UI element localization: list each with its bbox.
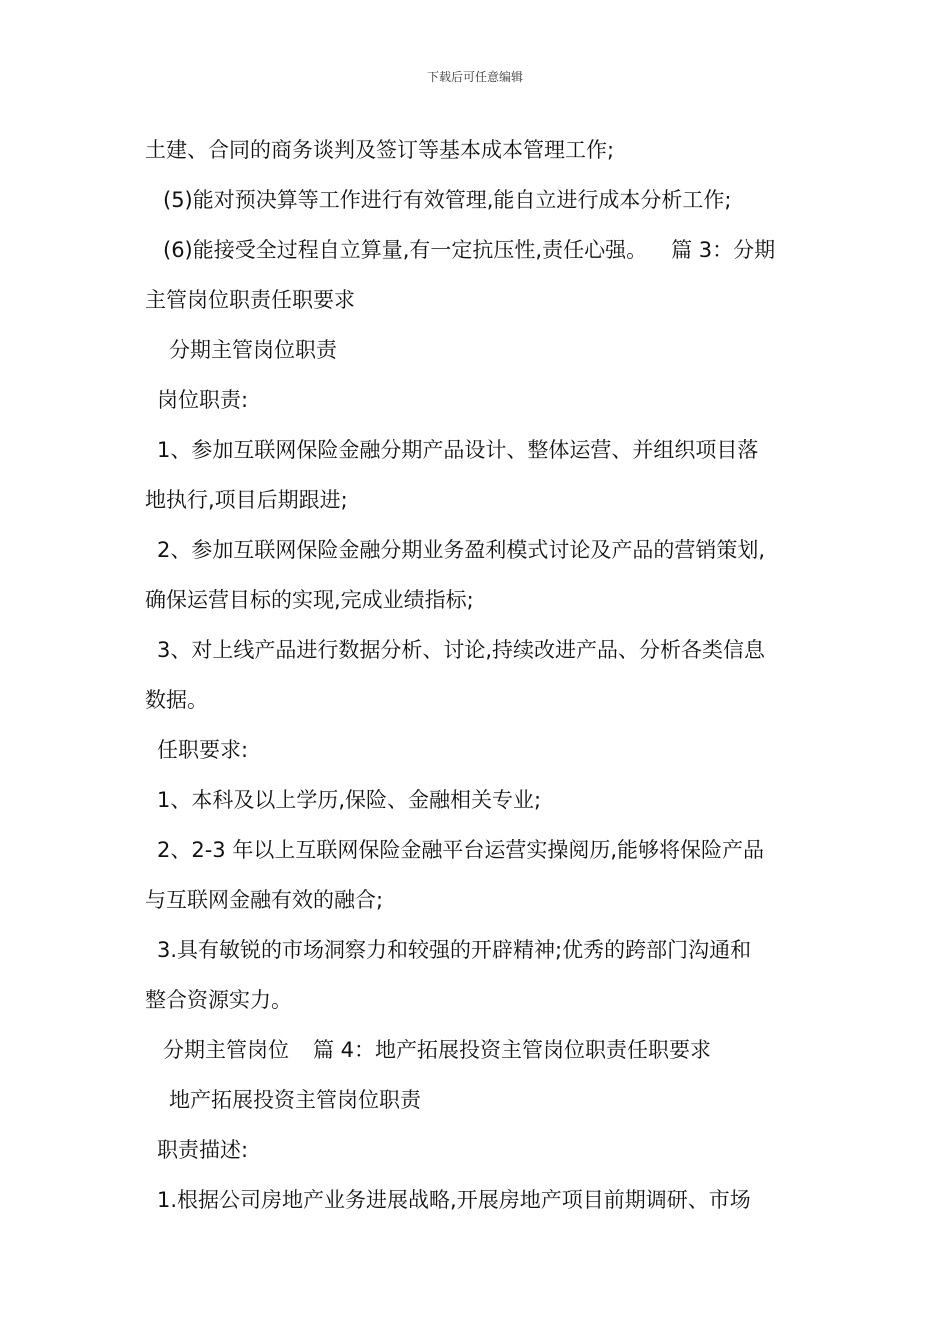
text-line: 土建、合同的商务谈判及签订等基本成本管理工作; <box>145 138 615 162</box>
text-line: 数据。 <box>145 688 208 712</box>
text-line: 分期主管岗位 <box>163 1038 289 1062</box>
text-line: 地执行,项目后期跟进; <box>145 488 348 512</box>
document-body <box>145 128 810 1228</box>
subheading: 岗位职责: <box>157 388 249 412</box>
text-line: 3.具有敏锐的市场洞察力和较强的开辟精神;优秀的跨部门沟通和 <box>157 938 752 962</box>
section-heading-part3: 篇 3：分期 <box>671 238 776 262</box>
page-header: 下载后可任意编辑 <box>426 70 523 84</box>
subheading: 地产拓展投资主管岗位职责 <box>169 1088 421 1112</box>
text-line-with-heading <box>145 1028 810 1078</box>
text-line-with-heading <box>145 228 810 278</box>
text-line: (6)能接受全过程自立算量,有一定抗压性,责任心强。 <box>163 238 648 262</box>
text-line: 整合资源实力。 <box>145 988 292 1012</box>
text-line: 与互联网金融有效的融合; <box>145 888 384 912</box>
subheading: 任职要求: <box>157 738 249 762</box>
text-line: 1、参加互联网保险金融分期产品设计、整体运营、并组织项目落 <box>157 438 759 462</box>
text-line: 2、参加互联网保险金融分期业务盈利模式讨论及产品的营销策划, <box>157 538 766 562</box>
text-line: 2、2-3 年以上互联网保险金融平台运营实操阅历,能够将保险产品 <box>157 838 765 862</box>
text-line: 1、本科及以上学历,保险、金融相关专业; <box>157 788 542 812</box>
subheading: 职责描述: <box>157 1138 249 1162</box>
subheading: 分期主管岗位职责 <box>169 338 337 362</box>
section-heading-continuation: 主管岗位职责任职要求 <box>145 288 355 312</box>
text-line: 确保运营目标的实现,完成业绩指标; <box>145 588 474 612</box>
text-line: (5)能对预决算等工作进行有效管理,能自立进行成本分析工作; <box>163 188 732 212</box>
text-line: 3、对上线产品进行数据分析、讨论,持续改进产品、分析各类信息 <box>157 638 766 662</box>
text-line: 1.根据公司房地产业务进展战略,开展房地产项目前期调研、市场 <box>157 1188 751 1212</box>
section-heading-part4: 篇 4：地产拓展投资主管岗位职责任职要求 <box>313 1038 712 1062</box>
